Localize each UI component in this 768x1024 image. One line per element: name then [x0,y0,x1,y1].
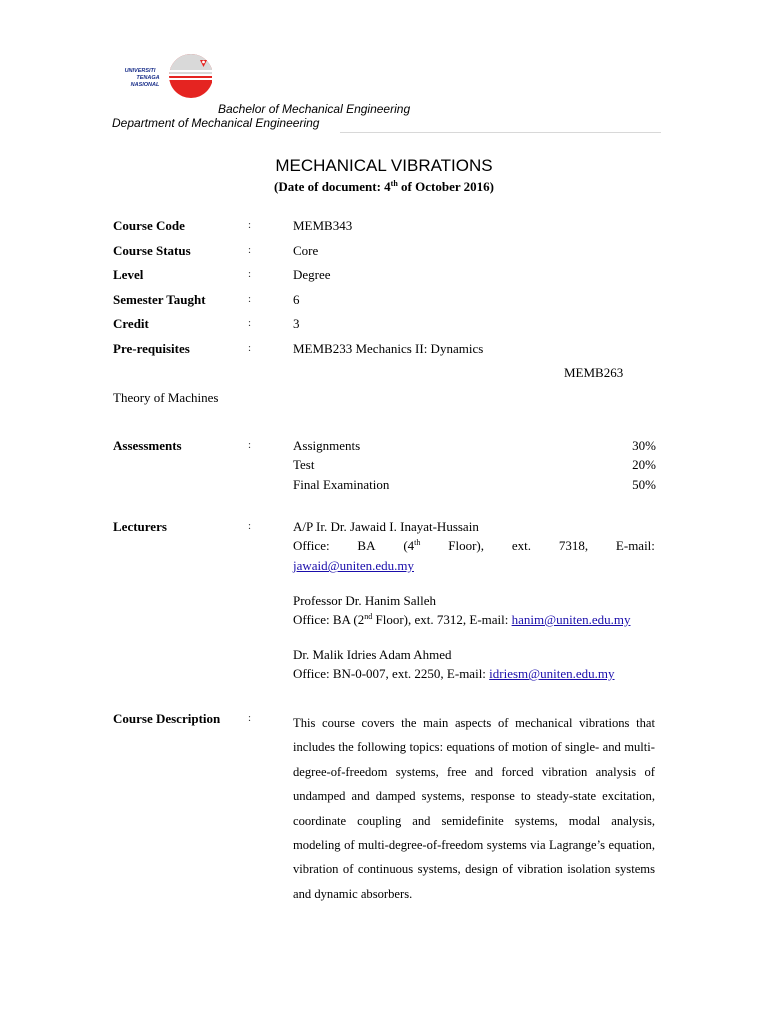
course-description-colon: : [248,712,252,724]
credit-colon: : [248,317,252,329]
lecturer-3-office-text: Office: BN-0-007, ext. 2250, E-mail: [293,666,490,681]
lecturer-1-email-link[interactable]: jawaid@uniten.edu.my [293,558,414,573]
office-word: Floor), [448,538,484,553]
logo-text-line-1: UNIVERSITI [124,68,156,74]
document-date [0,179,768,195]
lecturer-2-office-sup: nd [364,612,373,621]
lecturers-colon: : [248,520,252,532]
lecturer-3-office [293,666,615,682]
lecturer-2-office-pre: Office: BA (2 [293,612,365,627]
course-status-label: Course Status [113,243,191,258]
office-word: BA [357,538,376,553]
office-word [403,538,420,554]
university-logo-graphic [112,52,212,100]
course-code-colon: : [248,219,252,231]
logo-text-line-3: NASIONAL [130,82,160,88]
prerequisites-colon: : [248,342,252,354]
assessment-weight: 20% [632,457,656,472]
assessment-weight: 30% [632,438,656,453]
prerequisite-2-name: Theory of Machines [113,390,219,405]
lecturer-2-name: Professor Dr. Hanim Salleh [293,593,436,608]
assessment-name: Final Examination [293,477,390,492]
course-description-label: Course Description [113,711,221,726]
program-name: Bachelor of Mechanical Engineering [218,102,411,116]
office-floor: (4 [403,538,415,553]
assessments-colon: : [248,439,252,451]
lecturer-2-email-link[interactable]: hanim@uniten.edu.my [511,612,631,627]
credit-label: Credit [113,316,149,331]
assessment-name: Assignments [293,438,361,453]
course-status-colon: : [248,244,252,256]
prerequisites-label: Pre-requisites [113,341,190,356]
document-date-sup: th [390,179,398,188]
office-word: E-mail: [615,538,655,553]
document-date-prefix: (Date of document: 4 [274,179,391,194]
lecturers-label: Lecturers [113,519,167,534]
course-code-label: Course Code [113,218,185,233]
page-title: MECHANICAL VIBRATIONS [275,156,493,175]
lecturer-3-email-link[interactable]: idriesm@uniten.edu.my [489,666,615,681]
lecturer-1-office [293,538,655,554]
assessment-name: Test [293,457,315,472]
prerequisite-2-code: MEMB263 [564,365,624,380]
office-word: 7318, [558,538,589,553]
lecturer-3-name: Dr. Malik Idries Adam Ahmed [293,647,452,662]
course-code-value: MEMB343 [293,218,353,233]
lecturer-1-name: A/P Ir. Dr. Jawaid I. Inayat-Hussain [293,519,479,534]
assessment-weight: 50% [632,477,656,492]
logo-text-line-2: TENAGA [136,75,160,81]
office-floor-sup: th [414,538,421,547]
semester-colon: : [248,293,252,305]
university-logo [112,52,212,100]
header-divider [340,132,661,133]
document-date-suffix: of October 2016) [397,179,494,194]
level-colon: : [248,268,252,280]
assessments-label: Assessments [113,438,182,453]
credit-value: 3 [293,316,300,331]
department-name: Department of Mechanical Engineering [112,116,320,130]
semester-label: Semester Taught [113,292,206,307]
level-value: Degree [293,267,331,282]
prerequisite-1: MEMB233 Mechanics II: Dynamics [293,341,484,356]
lecturer-2-office [293,612,630,628]
office-word: ext. [511,538,531,553]
lecturer-2-office-post: Floor), ext. 7312, E-mail: [372,612,512,627]
office-word: Office: [293,538,330,553]
course-status-value: Core [293,243,319,258]
level-label: Level [113,267,144,282]
course-description-text: This course covers the main aspects of mechanical vibrations that includes the following topics: equations of motion of single- and multi-degree-of-freedom systems, free and forced vibration analysis of undamped and damped systems, response to steady-state excitation, coordinate coupling and semidefinite systems, modal analysis, modeling of multi-degree-of-freedom systems via Lagrange’s equation, vibration of continuous systems, design of vibration isolation systems and dynamic absorbers. [293,716,655,901]
semester-value: 6 [293,292,300,307]
